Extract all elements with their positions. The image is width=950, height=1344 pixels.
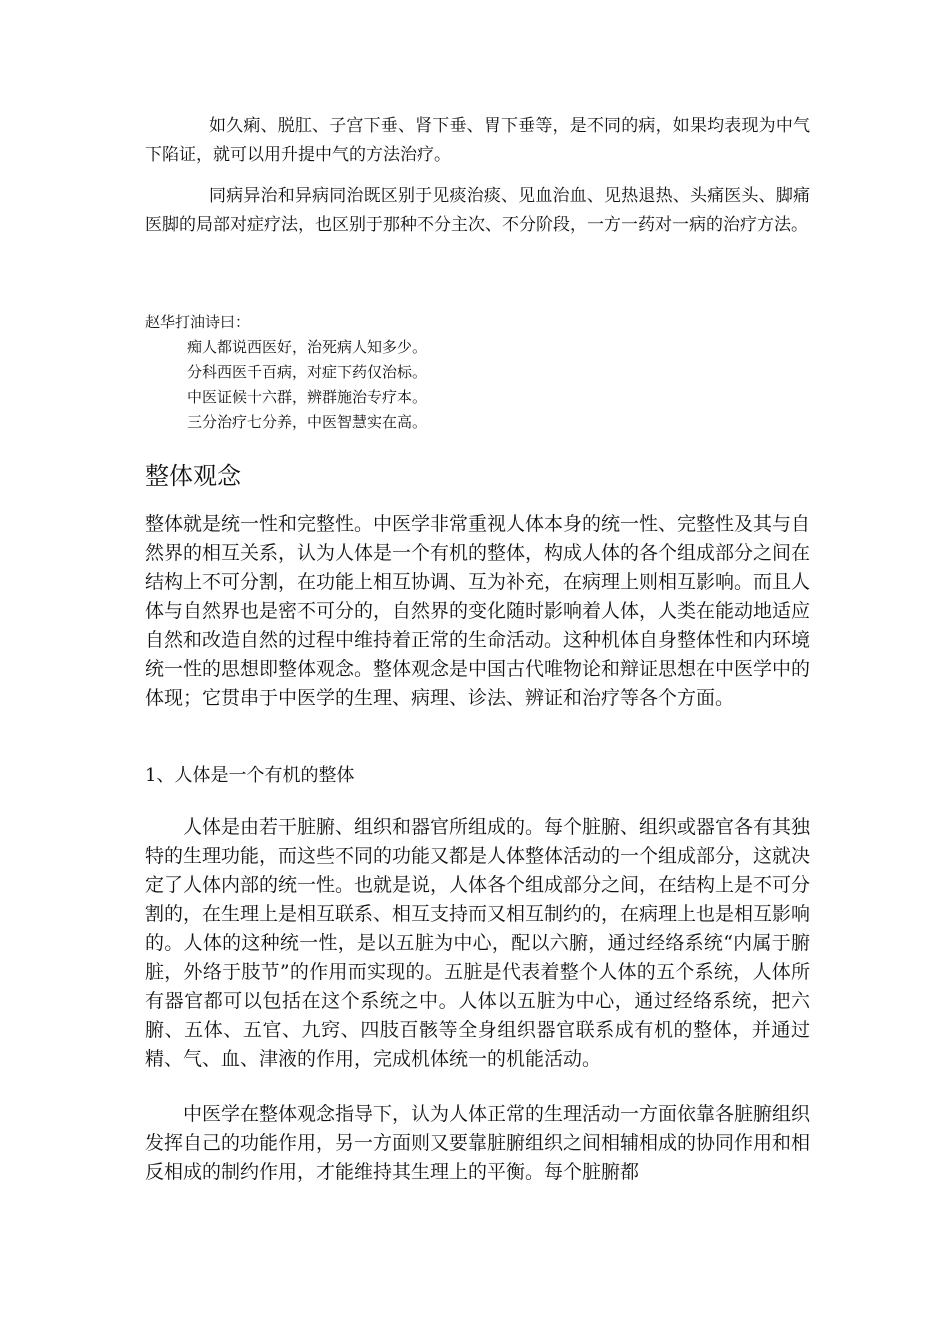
poem-line: 中医证候十六群，辨群施治专疗本。 <box>187 388 428 406</box>
poem-intro: 赵华打油诗曰： <box>145 313 251 331</box>
section-heading: 整体观念 <box>145 462 241 490</box>
poem-line: 分科西医千百病，对症下药仅治标。 <box>187 363 428 381</box>
poem-line: 痴人都说西医好，治死病人知多少。 <box>187 338 428 356</box>
poem-block <box>145 310 427 435</box>
paragraph-prolapse-example: 如久痢、脱肛、子宫下垂、肾下垂、胃下垂等，是不同的病，如果均表现为中气下陷证，就可以用升提中气的方法治疗。 <box>145 116 810 165</box>
paragraph-physiological-balance: 中医学在整体观念指导下，认为人体正常的生理活动一方面依靠各脏腑组织发挥自己的功能作用，另一方面则又要靠脏腑组织之间相辅相成的协同作用和相反相成的制约作用，才能维持其生理上的平衡。每个脏腑都 <box>145 1103 811 1183</box>
paragraph-treatment-distinction: 同病异治和异病同治既区别于见痰治痰、见血治血、见热退热、头痛医头、脚痛医脚的局部对症疗法，也区别于那种不分主次、不分阶段，一方一药对一病的治疗方法。 <box>145 186 810 235</box>
subsection-heading: 1、人体是一个有机的整体 <box>145 765 355 786</box>
paragraph-holism-intro: 整体就是统一性和完整性。中医学非常重视人体本身的统一性、完整性及其与自然界的相互关系，认为人体是一个有机的整体，构成人体的各个组成部分之间在结构上不可分割，在功能上相互协调、互为补充，在病理上则相互影响。而且人体与自然界也是密不可分的，自然界的变化随时影响着人体，人类在能动地适应自然和改造自然的过程中维持着正常的生命活动。这种机体自身整体性和内环境统一性的思想即整体观念。整体观念是中国古代唯物论和辩证思想在中医学中的体现；它贯串于中医学的生理、病理、诊法、辨证和治疗等各个方面。 <box>145 513 811 709</box>
paragraph-organic-whole: 人体是由若干脏腑、组织和器官所组成的。每个脏腑、组织或器官各有其独特的生理功能，而这些不同的功能又都是人体整体活动的一个组成部分，这就决定了人体内部的统一性。也就是说，人体各个组成部分之间，在结构上是不可分割的，在生理上是相互联系、相互支持而又相互制约的，在病理上也是相互影响的。人体的这种统一性，是以五脏为中心，配以六腑，通过经络系统“内属于腑脏，外络于肢节”的作用而实现的。五脏是代表着整个人体的五个系统，人体所有器官都可以包括在这个系统之中。人体以五脏为中心，通过经络系统，把六腑、五体、五官、九窍、四肢百骸等全身组织器官联系成有机的整体，并通过精、气、血、津液的作用，完成机体统一的机能活动。 <box>145 816 811 1070</box>
poem-line: 三分治疗七分养，中医智慧实在高。 <box>187 413 428 431</box>
